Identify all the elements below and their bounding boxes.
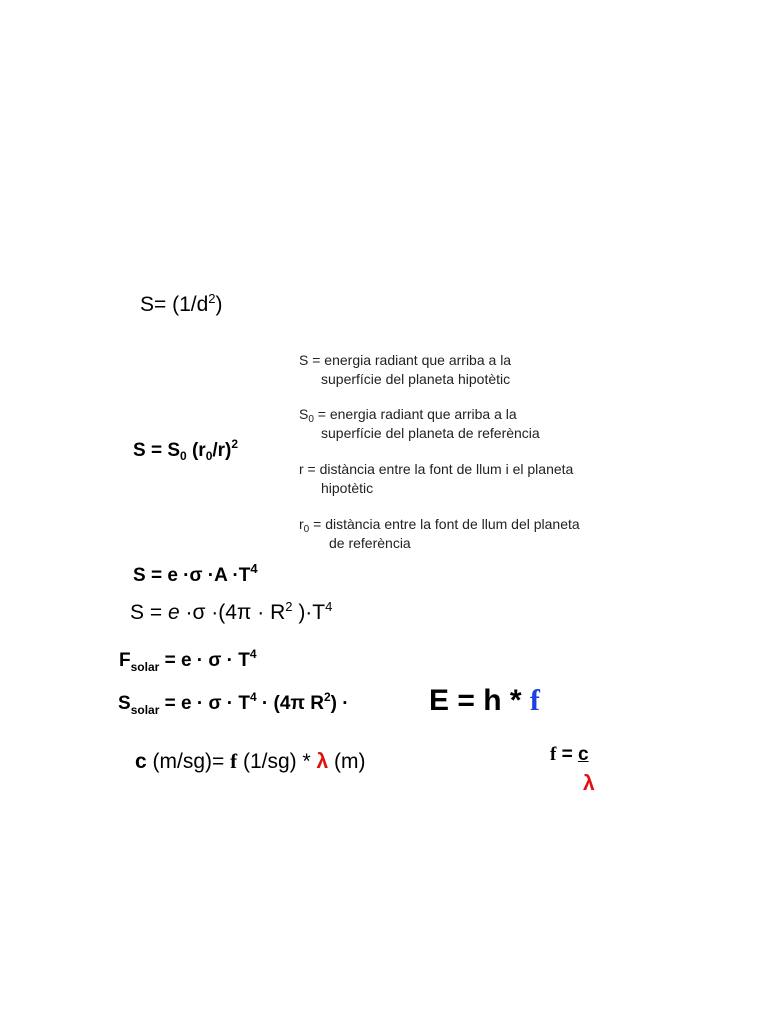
formula-variable: f <box>230 749 238 773</box>
formula-exponent: 2 <box>208 291 216 306</box>
legend-s0 <box>299 405 540 443</box>
formula-exponent: 2 <box>231 437 239 451</box>
legend-line: hipotètic <box>321 480 374 496</box>
formula-exponent: 2 <box>323 690 331 704</box>
legend-symbol: r <box>299 516 304 532</box>
formula-text: = e · σ · T <box>159 650 250 671</box>
formula-text: (m/sg)= <box>146 750 231 773</box>
formula-subscript: solar <box>130 703 160 717</box>
formula-text: S = e ·σ ·A ·T <box>133 565 251 586</box>
formula-text: S = S <box>133 440 180 461</box>
formula-text: E = h * <box>429 684 530 717</box>
legend-r <box>299 460 573 498</box>
formula-text: (m) <box>328 750 366 773</box>
legend-text: = energia radiant que arriba a la <box>313 406 517 422</box>
legend-line: r = distància entre la font de llum i el planeta <box>299 461 574 477</box>
formula-text: /r) <box>212 440 232 461</box>
formula-exponent: 4 <box>325 599 333 614</box>
formula-s-solar <box>118 690 349 717</box>
formula-text: (r <box>186 440 206 461</box>
formula-text: S = <box>130 601 168 624</box>
formula-planck <box>429 686 540 716</box>
legend-subscript: 0 <box>303 524 310 535</box>
formula-variable: c <box>135 750 147 773</box>
formula-exponent: 4 <box>249 647 257 661</box>
formula-text: = e · σ · T <box>159 693 250 714</box>
legend-line: S = energia radiant que arriba a la <box>299 352 512 368</box>
formula-text: ) · <box>330 693 349 714</box>
formula-stefan-sphere <box>130 599 333 624</box>
legend-s <box>299 351 511 389</box>
formula-flux-ratio <box>133 437 239 463</box>
legend-subscript: 0 <box>308 414 314 425</box>
legend-line: superfície del planeta hipotètic <box>321 371 511 387</box>
legend-text: = distància entre la font de llum del planeta <box>309 516 580 532</box>
legend-r0 <box>299 515 580 553</box>
formula-inverse-square <box>140 291 223 316</box>
formula-numerator: c <box>577 744 589 765</box>
formula-text: )·T <box>292 601 326 624</box>
formula-wave-speed <box>135 751 366 772</box>
formula-wavelength-variable: λ <box>316 750 329 773</box>
formula-frequency-variable: f <box>529 684 540 717</box>
legend-line <box>299 405 540 424</box>
formula-exponent: 4 <box>249 690 257 704</box>
formula-text: · (4π R <box>256 693 324 714</box>
formula-exponent: 4 <box>250 561 258 576</box>
formula-text: F <box>119 650 131 671</box>
formula-subscript: 0 <box>205 449 213 463</box>
formula-text: ·σ ·(4π · R <box>179 601 286 624</box>
legend-line <box>299 515 580 534</box>
formula-text: (1/sg) * <box>237 750 317 773</box>
legend-symbol: S <box>299 406 309 422</box>
formula-variable: f <box>550 744 557 765</box>
formula-variable: e <box>167 601 180 624</box>
formula-text: ) <box>215 293 223 316</box>
formula-flux-solar <box>119 647 257 674</box>
formula-subscript: solar <box>130 660 160 674</box>
formula-text: = <box>556 744 578 765</box>
legend-line: de referència <box>329 535 411 551</box>
formula-stefan-boltzmann <box>133 561 258 586</box>
formula-exponent: 2 <box>285 599 293 614</box>
formula-frequency-numerator <box>550 745 589 764</box>
legend-line: superfície del planeta de referència <box>321 425 540 441</box>
formula-text: S= (1/d <box>140 293 209 316</box>
formula-subscript: 0 <box>180 449 187 463</box>
formula-frequency-denominator: λ <box>583 772 595 795</box>
formula-text: S <box>118 693 131 714</box>
